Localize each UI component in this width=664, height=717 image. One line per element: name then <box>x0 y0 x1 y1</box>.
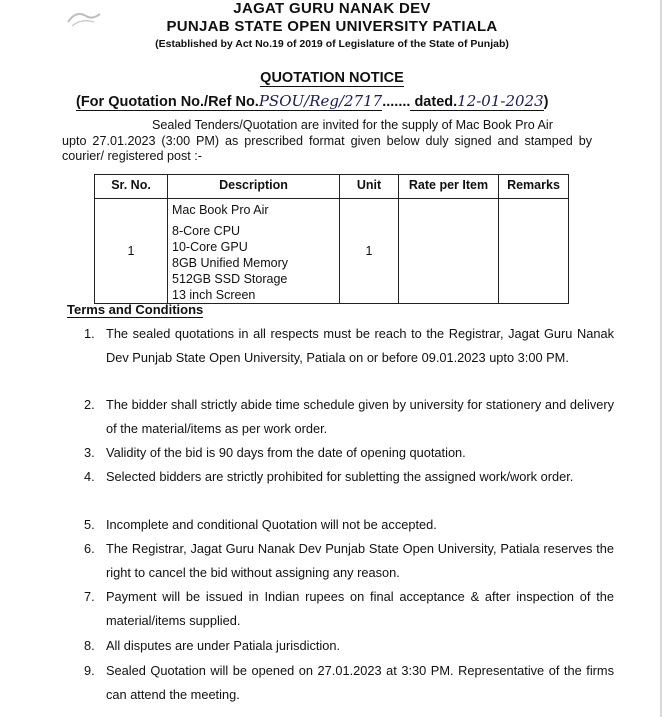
spec-storage: 512GB SSD Storage <box>172 272 288 286</box>
col-description: Description <box>168 175 340 199</box>
notice-title: QUOTATION NOTICE <box>260 70 404 86</box>
list-item: 2. The bidder shall strictly abide time schedule given by university for stationery and delivery of the material/items as per work order. <box>84 397 614 436</box>
spec-gpu: 10-Core GPU <box>172 240 248 254</box>
list-item: 4. Selected bidders are strictly prohibited for subletting the assigned work/work order. <box>84 469 574 484</box>
date-handwritten: 12-01-2023 <box>457 92 544 110</box>
table-row <box>95 199 569 304</box>
ref-close: ) <box>543 94 549 110</box>
col-rate: Rate per Item <box>399 175 499 199</box>
dated-label: dated. <box>410 94 458 110</box>
col-unit: Unit <box>340 175 399 199</box>
cell-rate <box>399 199 499 304</box>
col-remarks: Remarks <box>499 175 569 199</box>
reference-line <box>76 92 548 110</box>
cell-sr-no: 1 <box>95 199 168 304</box>
ref-number-handwritten: PSOU/Reg/2717 <box>258 92 383 110</box>
list-item: 5. Incomplete and conditional Quotation will not be accepted. <box>84 517 437 532</box>
intro-rest: upto 27.01.2023 (3:00 PM) as prescribed format given below duly signed and stamped by courier/ registered post :- <box>62 133 592 163</box>
spec-screen: 13 inch Screen <box>172 288 256 302</box>
list-item: 9. Sealed Quotation will be opened on 27.01.2023 at 3:30 PM. Representative of the firms can attend the meeting. <box>84 663 614 702</box>
intro-paragraph <box>62 118 592 165</box>
ref-dots: ....... <box>382 94 411 110</box>
item-title: Mac Book Pro Air <box>172 203 269 217</box>
quotation-table <box>94 174 569 304</box>
col-sr-no: Sr. No. <box>95 175 168 199</box>
spec-cpu: 8-Core CPU <box>172 224 241 238</box>
spec-memory: 8GB Unified Memory <box>172 256 289 270</box>
list-item: 1. The sealed quotations in all respects must be reach to the Registrar, Jagat Guru Nanak Dev Punjab State Open University, Patiala on or before 09.01.2023 upto 3:00 PM. <box>84 326 614 365</box>
establishment-note: (Established by Act No.19 of 2019 of Legislature of the State of Punjab) <box>155 38 509 50</box>
cell-description <box>168 199 340 304</box>
cell-unit: 1 <box>340 199 399 304</box>
list-item: 8. All disputes are under Patiala jurisdiction. <box>84 638 341 653</box>
table-header-row <box>95 175 569 199</box>
intro-line1: Sealed Tenders/Quotation are invited for the supply of Mac Book Pro Air <box>152 118 553 132</box>
page-edge <box>660 0 662 717</box>
item-specs <box>168 217 339 303</box>
list-item: 7. Payment will be issued in Indian rupees on final acceptance & after inspection of the material/items supplied. <box>84 589 614 628</box>
list-item: 6. The Registrar, Jagat Guru Nanak Dev Punjab State Open University, Patiala reserves the right to cancel the bid without assigning any reason. <box>84 541 614 580</box>
university-name-line2: PUNJAB STATE OPEN UNIVERSITY PATIALA <box>166 18 498 35</box>
list-item: 3. Validity of the bid is 90 days from the date of opening quotation. <box>84 445 466 460</box>
terms-heading: Terms and Conditions <box>67 302 204 317</box>
ref-prefix: (For Quotation No./Ref No. <box>76 94 259 110</box>
cell-remarks <box>499 199 569 304</box>
university-name-line1: JAGAT GURU NANAK DEV <box>233 0 431 17</box>
